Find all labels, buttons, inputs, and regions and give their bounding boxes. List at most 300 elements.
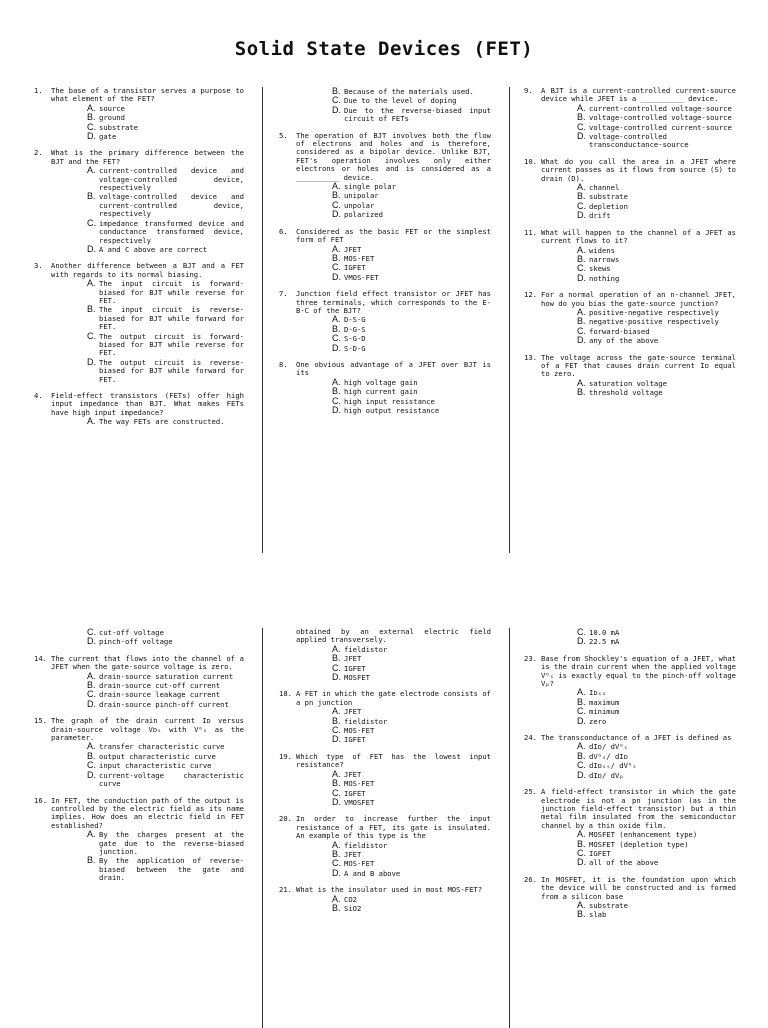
option-text: positive-negative respectively [589, 307, 719, 317]
option-letter: C. [577, 760, 586, 771]
option [332, 183, 491, 191]
option [332, 655, 491, 663]
question-number: 9. [524, 86, 533, 95]
option-letter: D. [577, 636, 586, 647]
option-text: drain-source cut-off current [99, 681, 221, 691]
option [332, 192, 491, 200]
question-options [296, 839, 491, 879]
option-text: maximum [589, 697, 620, 707]
option-text: JFET [344, 769, 362, 779]
option-letter: D. [332, 672, 341, 683]
option-text: substrate [99, 122, 138, 132]
option-letter: C. [87, 217, 96, 228]
option-text: ground [99, 113, 125, 123]
option-letter: C. [577, 627, 586, 637]
option [332, 727, 491, 735]
p2-col1-questions [34, 655, 244, 883]
option [577, 743, 736, 751]
option [332, 264, 491, 272]
option-letter: A. [87, 278, 96, 289]
option-letter: D. [332, 271, 341, 282]
question-item [524, 734, 736, 780]
p2-col3-questions [524, 655, 736, 920]
question-item [279, 228, 491, 282]
question-number: 6. [279, 226, 288, 236]
option-letter: C. [332, 662, 341, 673]
option-letter: D. [87, 356, 96, 367]
option-letter: B. [87, 112, 96, 123]
option-letter: C. [332, 858, 341, 869]
option [577, 184, 736, 192]
p1-column-1 [34, 87, 244, 435]
question-number: 8. [279, 359, 288, 369]
option-letter: A. [577, 741, 586, 752]
question-number: 2. [34, 148, 43, 158]
option-text: 10.0 mA [589, 628, 620, 637]
option-text: all of the above [589, 858, 659, 868]
option-letter: A. [332, 706, 341, 717]
option [577, 847, 736, 858]
option-letter: A. [87, 165, 96, 176]
question-text: The base of a transistor serves a purpose to what element of the FET? [51, 86, 244, 104]
option-letter: B. [577, 112, 586, 123]
p2-col2-continued-options [279, 643, 491, 683]
option [577, 689, 736, 697]
question-options [51, 743, 244, 788]
question-item [34, 392, 244, 427]
question-options [51, 102, 244, 142]
option-text: IGFET [344, 735, 366, 745]
option [332, 662, 491, 673]
question-text: The graph of the drain current Iᴅ versus drain-source voltage Vᴅₛ with Vᴳₛ as the parameter. [51, 716, 244, 743]
option-text: current-controlled voltage-source [589, 103, 732, 113]
option-text: VMOSFET [344, 797, 375, 807]
option [87, 356, 244, 384]
option-text: Because of the materials used. [344, 87, 474, 96]
option [332, 787, 491, 798]
option-text: zero [589, 716, 607, 726]
option-text: MOS-FET [344, 726, 375, 736]
option-letter: A. [332, 839, 341, 850]
option-text: voltage-controlled transconductance-source [589, 132, 689, 150]
option [332, 104, 491, 124]
option-letter: B. [87, 750, 96, 761]
question-item [524, 291, 736, 345]
question-item [279, 815, 491, 878]
option-text: IGFET [344, 663, 366, 673]
question-item [524, 354, 736, 398]
option-text: gate [99, 132, 117, 142]
option [577, 389, 736, 397]
option-text: D-G-S [344, 324, 366, 334]
question-text: One obvious advantage of a JFET over BJT is its [296, 359, 491, 378]
option [332, 848, 491, 859]
question-options [541, 377, 736, 398]
option [577, 859, 736, 867]
option-letter: A. [332, 243, 341, 254]
option-text: single polar [344, 182, 396, 192]
option [332, 780, 491, 788]
option-letter: C. [87, 689, 96, 700]
option-text: MOS-FET [344, 779, 375, 789]
option-letter: B. [577, 253, 586, 264]
option-text: dVᴳₛ/ dIᴅ [589, 751, 628, 761]
question-options [296, 376, 491, 416]
option [87, 280, 244, 305]
option-text: MOSFET (enhancement type) [589, 830, 698, 840]
option-letter: A. [332, 376, 341, 387]
option-text: skews [589, 264, 611, 274]
p2-col3-continued-options [524, 629, 736, 647]
option-letter: D. [332, 867, 341, 878]
option-text: The input circuit is forward-biased for BJT while reverse for FET. [99, 279, 244, 305]
option [577, 193, 736, 201]
option [87, 330, 244, 358]
option-text: depletion [589, 201, 628, 211]
option [87, 762, 244, 770]
option [332, 736, 491, 744]
option-text: negative-positive respectively [589, 317, 719, 327]
option [332, 335, 491, 343]
question-number: 1. [34, 86, 43, 95]
option-letter: C. [577, 706, 586, 717]
option-letter: A. [577, 102, 586, 113]
option-text: cut-off voltage [99, 628, 164, 637]
option-letter: A. [332, 181, 341, 192]
p2-column-2 [279, 628, 491, 921]
option [332, 316, 491, 324]
option-letter: A. [332, 768, 341, 779]
question-item [524, 876, 736, 920]
option [577, 102, 736, 113]
option-text: voltage-controlled device and current-controlled device, respectively [99, 192, 244, 219]
option-text: Due to the level of doping [344, 96, 457, 106]
option [332, 860, 491, 868]
question-text: In MOSFET, it is the foundation upon which the device will be constructed and is formed from a silicon base [541, 874, 736, 901]
option-text: JFET [344, 849, 362, 859]
option [332, 243, 491, 254]
p1-col2-continued-options [279, 88, 491, 124]
option-letter: B. [332, 190, 341, 201]
option [577, 715, 736, 726]
option-letter: D. [332, 104, 341, 115]
option-text: current-controlled device and voltage-controlled device, respectively [99, 166, 244, 193]
question-options [541, 184, 736, 221]
p1-column-2 [279, 87, 491, 423]
option [577, 253, 736, 264]
option [332, 902, 491, 913]
question-item [279, 886, 491, 913]
option-text: drain-source pinch-off current [99, 699, 229, 709]
option-text: The output circuit is reverse-biased for BJT while forward for FET. [99, 357, 244, 384]
option-text: source [99, 103, 125, 113]
option [577, 306, 736, 317]
question-item [279, 753, 491, 807]
question-number: 12. [524, 290, 537, 300]
option-letter: C. [332, 787, 341, 798]
option-letter: C. [577, 121, 586, 132]
option [87, 743, 244, 751]
option [87, 769, 244, 789]
question-options [296, 893, 491, 914]
option-letter: B. [332, 848, 341, 859]
question-text: The operation of BJT involves both the flow of electrons and holes and is therefore, considered as a bipolar device. Unlike BJT, FET's operation involves only either electrons or holes and is considered as a __________ device. [296, 130, 491, 182]
question-item [279, 361, 491, 415]
option-text: A and B above [344, 868, 401, 878]
option-letter: C. [577, 200, 586, 211]
option-text: drift [589, 211, 611, 221]
p1-divider-right [509, 87, 510, 553]
option-text: By the charges present at the gate due to the reverse-biased junction. [99, 830, 244, 856]
option-text: IGFET [344, 263, 366, 273]
option [577, 708, 736, 716]
option-text: A and C above are correct [99, 244, 208, 254]
option-text: voltage-controlled voltage-source [589, 113, 732, 123]
option [332, 796, 491, 807]
question-options [541, 743, 736, 780]
option-letter: D. [332, 209, 341, 220]
option-letter: C. [87, 121, 96, 132]
question-number: 14. [34, 653, 47, 663]
option-text: high input resistance [344, 396, 435, 406]
option-text: Due to the reverse-biased input circuit of FETs [344, 105, 491, 124]
option [87, 750, 244, 761]
option-letter: D. [332, 796, 341, 807]
question-number: 10. [524, 156, 537, 166]
option-text: saturation voltage [589, 378, 667, 388]
option [87, 698, 244, 709]
question-options [541, 306, 736, 346]
option-text: pinch-off voltage [99, 637, 173, 647]
option [87, 217, 244, 245]
option [577, 325, 736, 336]
question-options [51, 280, 244, 384]
option-letter: D. [577, 715, 586, 726]
question-options [296, 768, 491, 808]
p2-column-1 [34, 628, 244, 891]
question-text: The transconductance of a JFET is defined as [541, 733, 732, 743]
option-letter: B. [87, 680, 96, 691]
question-number: 20. [279, 814, 292, 824]
option-text: fieldistor [344, 840, 388, 850]
option [577, 337, 736, 345]
option [577, 114, 736, 122]
question-item [34, 87, 244, 141]
option [332, 395, 491, 406]
question-text: In FET, the conduction path of the output is controlled by the electric field as its name implies. How does an electric field in FET established? [51, 795, 244, 830]
option-text: dIᴅ/ dVₚ [589, 770, 624, 780]
p1-col2-questions [279, 132, 491, 416]
question-text: The current that flows into the channel of a JFET when the gate-source voltage is zero. [51, 653, 244, 672]
option-letter: C. [87, 330, 96, 341]
option-text: IGFET [344, 788, 366, 798]
option-letter: B. [332, 323, 341, 334]
option-text: fieldistor [344, 716, 388, 726]
question-text: For a normal operation of an n-channel JFET, how do you bias the gate-source junction? [541, 290, 736, 308]
option-letter: A. [577, 244, 586, 255]
option-letter: A. [577, 377, 586, 388]
question-number: 11. [524, 227, 537, 237]
option-text: IGFET [589, 848, 611, 858]
option [332, 199, 491, 210]
p2-divider-right [509, 628, 510, 1028]
option [332, 271, 491, 282]
option-letter: B. [87, 191, 96, 202]
option-text: unipolar [344, 191, 379, 201]
option-letter: C. [332, 262, 341, 273]
option [577, 265, 736, 273]
option-text: JFET [344, 654, 362, 664]
question-options [541, 689, 736, 726]
p1-column-3 [524, 87, 736, 406]
question-number: 23. [524, 653, 537, 663]
p2-col2-questions [279, 690, 491, 913]
option-letter: D. [577, 769, 586, 780]
option [87, 831, 244, 856]
question-item [34, 655, 244, 709]
option [87, 691, 244, 699]
option [577, 750, 736, 761]
option-text: high current gain [344, 387, 418, 397]
option-text: drain-source leakage current [99, 690, 221, 700]
option [577, 121, 736, 132]
question-number: 25. [524, 787, 537, 797]
p2-col1-continued-options [34, 629, 244, 647]
option-text: S-D-G [344, 343, 366, 353]
question-number: 5. [279, 130, 288, 140]
option-letter: D. [332, 342, 341, 353]
option-letter: C. [332, 725, 341, 736]
option-text: output characteristic curve [99, 751, 216, 761]
option-text: slab [589, 910, 607, 920]
question-text: In order to increase further the input resistance of a FET, its gate is insulated. An example of this type is the [296, 814, 491, 841]
option [577, 769, 736, 780]
question-options [541, 102, 736, 150]
option-text: By the application of reverse-biased between the gate and drain. [99, 856, 244, 883]
option-text: voltage-controlled current-source [589, 122, 732, 132]
question-number: 24. [524, 733, 537, 743]
option [87, 102, 244, 113]
question-text: What will happen to the channel of a JFET as current flows to it? [541, 227, 736, 246]
option [332, 407, 491, 415]
question-item [524, 158, 736, 221]
option-text: high output resistance [344, 406, 440, 415]
question-number: 19. [279, 751, 292, 761]
question-item [524, 229, 736, 283]
question-number: 3. [34, 261, 43, 271]
question-item [34, 797, 244, 883]
question-options [296, 183, 491, 220]
option-letter: A. [332, 893, 341, 904]
option [87, 857, 244, 882]
option-text: SiO2 [344, 903, 362, 913]
option-letter: A. [87, 829, 96, 840]
option [332, 252, 491, 263]
option [87, 670, 244, 681]
question-item [34, 717, 244, 788]
option-text: MOSFET (depletion type) [589, 839, 689, 849]
option-letter: C. [577, 263, 586, 274]
option-text: The input circuit is reverse-biased for BJT while forward for FET. [99, 305, 244, 332]
option-letter: C. [332, 199, 341, 210]
option-text: JFET [344, 707, 362, 717]
question-text: A field-effect transistor in which the gate electrode is not a pn junction (as in the junction field-effect transistor) but a thin metal film insulated from the semiconductor channel by a thin oxide film. [541, 787, 736, 830]
question-text: What do you call the area in a JFET where current passes as it flows from source (S) to drain (D). [541, 156, 736, 183]
question-item [524, 87, 736, 150]
question-text: What is the primary difference between the BJT and the FET? [51, 148, 244, 166]
option-letter: A. [332, 314, 341, 325]
option-letter: B. [87, 304, 96, 315]
question-text: Another difference between a BJT and a FET with regards to its normal biasing. [51, 261, 244, 279]
question-text: Considered as the basic FET or the simplest form of FET [296, 226, 491, 245]
question-item [279, 290, 491, 353]
p2-col2-continued-text: obtained by an external electric field applied transversely. [296, 627, 491, 645]
option-text: nothing [589, 273, 620, 283]
option-letter: A. [87, 741, 96, 752]
option [577, 212, 736, 220]
option-letter: A. [577, 306, 586, 317]
question-number: 13. [524, 352, 537, 362]
option-text: MOSFET [344, 673, 370, 683]
option [332, 97, 491, 105]
question-options [51, 418, 244, 426]
option-letter: B. [577, 909, 586, 920]
question-item [34, 262, 244, 384]
question-number: 7. [279, 289, 288, 299]
question-options [541, 831, 736, 868]
question-number: 4. [34, 391, 43, 400]
option-text: The output circuit is forward-biased for BJT while reverse for FET. [99, 331, 244, 358]
option [332, 643, 491, 654]
option [332, 839, 491, 850]
option-text: VMOS-FET [344, 272, 379, 282]
question-number: 18. [279, 689, 292, 699]
question-options [541, 244, 736, 284]
option-letter: B. [577, 316, 586, 327]
question-options [51, 167, 244, 254]
question-item [279, 690, 491, 744]
question-options [296, 243, 491, 283]
option-letter: D. [577, 335, 586, 346]
option-text: fieldistor [344, 644, 388, 654]
option-text: minimum [589, 707, 620, 717]
option-letter: A. [577, 829, 586, 840]
option-text: MOS-FET [344, 253, 375, 263]
option [577, 911, 736, 919]
question-options [296, 316, 491, 353]
option [87, 133, 244, 141]
option-letter: B. [577, 750, 586, 761]
option-letter: A. [577, 687, 586, 698]
option-letter: A. [577, 182, 586, 193]
option [577, 200, 736, 211]
option-letter: B. [577, 191, 586, 202]
option-text: substrate [589, 192, 628, 202]
option [577, 629, 736, 637]
question-item [34, 149, 244, 254]
document-title: Solid State Devices (FET) [234, 38, 534, 60]
option-text: CO2 [344, 894, 357, 904]
page-gap [0, 560, 768, 622]
option-letter: C. [577, 325, 586, 336]
option-letter: D. [87, 243, 96, 254]
option-text: 22.5 mA [589, 637, 620, 647]
question-text: Field-effect transistors (FETs) offer high input impedance than BJT. What makes FETs have high input impedance? [51, 391, 244, 417]
option-text: high voltage gain [344, 377, 418, 387]
option-text: polarized [344, 210, 383, 220]
option-letter: D. [87, 769, 96, 780]
option-text: current-voltage characteristic curve [99, 770, 244, 789]
